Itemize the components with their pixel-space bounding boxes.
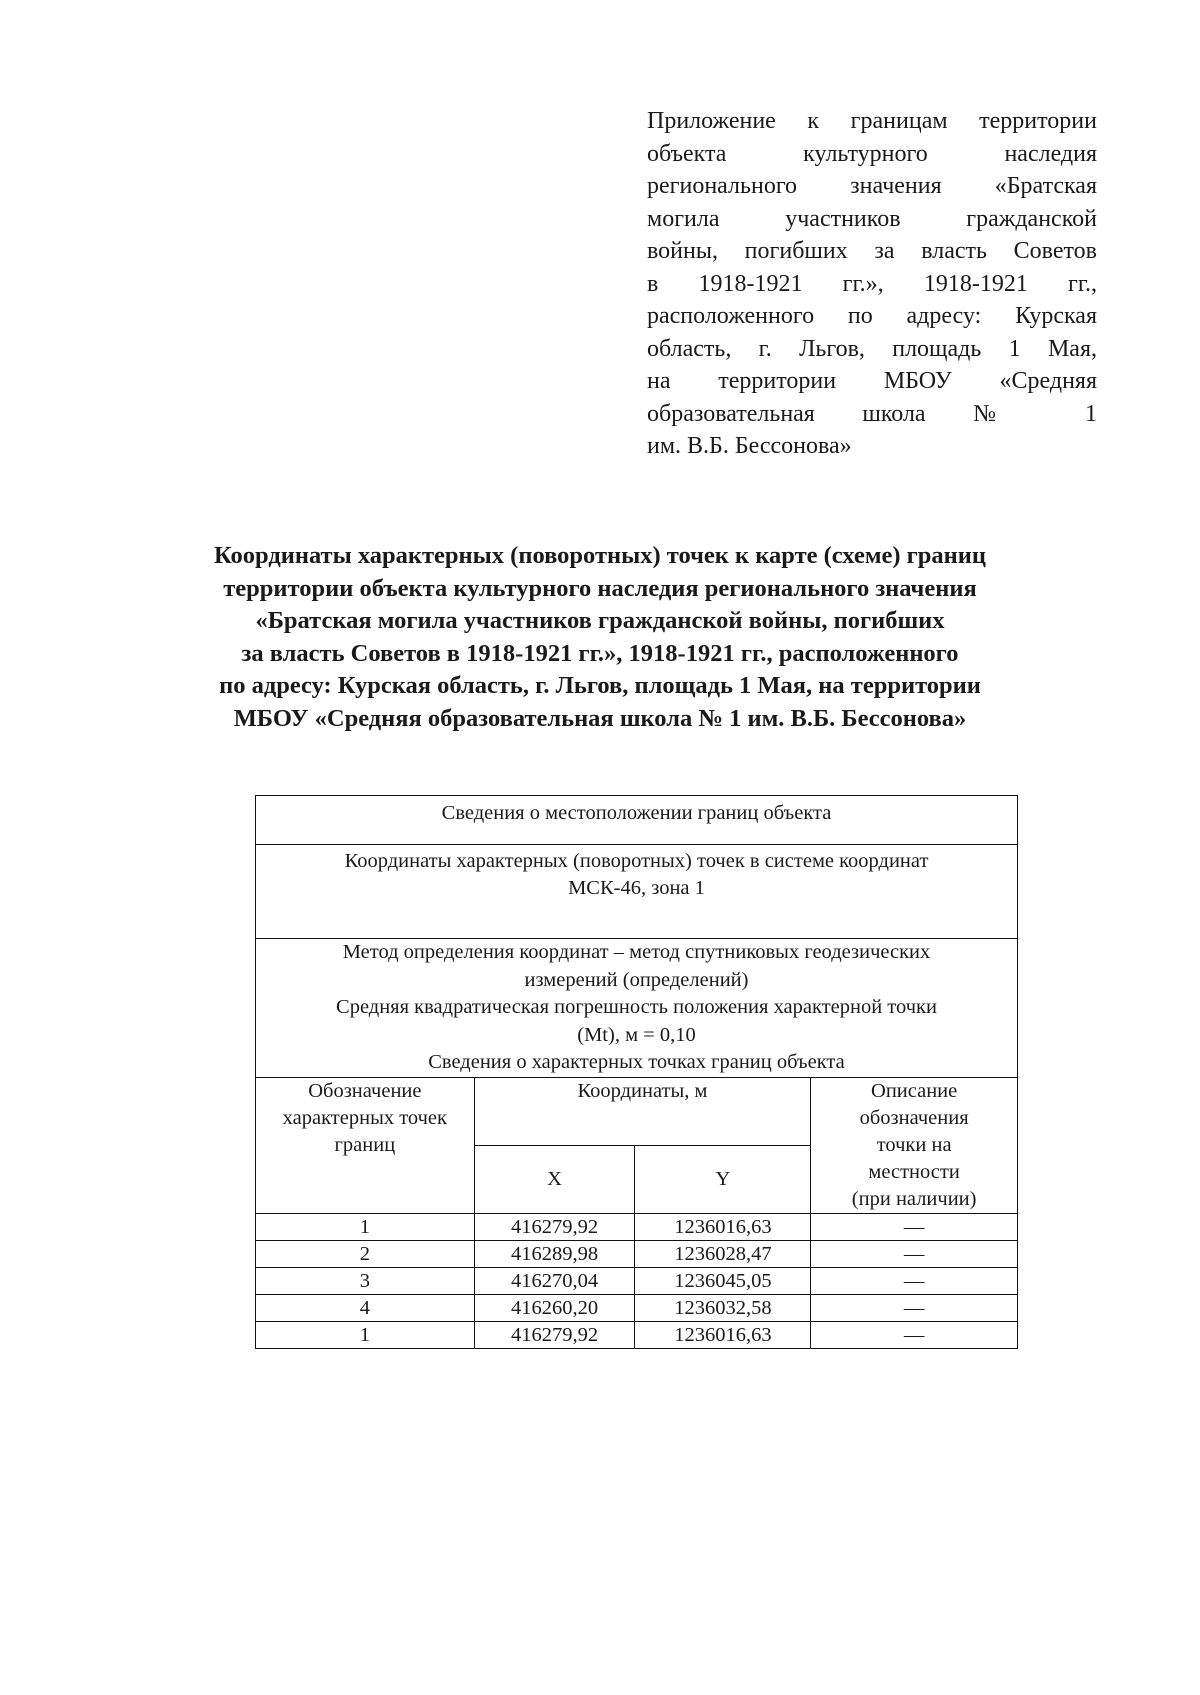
appendix-line: область, г. Льгов, площадь 1 Мая, [647,335,1097,362]
appendix-line: на территории МБОУ «Средняя [647,368,1097,394]
x-header: X [474,1145,635,1213]
designation-header-line: Обозначение [308,1079,422,1102]
y-cell: 1236045,05 [635,1267,811,1294]
appendix-line: в 1918-1921 гг.», 1918-1921 гг., [647,270,1097,297]
method-line: измерений (определений) [524,968,749,991]
description-cell: — [811,1213,1018,1240]
x-cell: 416279,92 [474,1213,635,1240]
appendix-line: регионального значения «Братская [647,173,1097,199]
title-line: территории объекта культурного наследия регионального значения [223,574,977,602]
appendix-note [647,105,1097,463]
designation-header-line: характерных точек [282,1106,447,1129]
description-header-line: точки на [876,1133,952,1156]
description-cell: — [811,1294,1018,1321]
method-cell [256,939,1018,1078]
appendix-line: войны, погибших за власть Советов [647,238,1097,264]
y-cell: 1236016,63 [635,1321,811,1348]
coord-system-cell [256,845,1018,939]
description-header-line: местности [868,1160,960,1183]
point-cell: 2 [256,1240,475,1267]
points-info-line: Сведения о характерных точках границ объекта [428,1051,845,1073]
location-info-cell: Сведения о местоположении границ объекта [256,796,1018,845]
title-line: Координаты характерных (поворотных) точек к карте (схеме) границ [213,542,987,569]
designation-header [256,1077,475,1213]
appendix-line: могила участников гражданской [647,205,1097,232]
point-cell: 3 [256,1267,475,1294]
point-cell: 1 [256,1213,475,1240]
table-row [256,1213,1018,1240]
y-cell: 1236028,47 [635,1240,811,1267]
header-row [256,1077,1018,1145]
coord-system-line: МСК-46, зона 1 [568,877,705,899]
description-cell: — [811,1240,1018,1267]
location-info-row [256,796,1018,845]
title-line: «Братская могила участников гражданской войны, погибших [255,607,945,634]
point-cell: 1 [256,1321,475,1348]
table-row [256,1240,1018,1267]
accuracy-line: Средняя квадратическая погрешность положения характерной точки [336,996,937,1018]
accuracy-line: (Mt), м = 0,10 [577,1023,696,1046]
x-cell: 416289,98 [474,1240,635,1267]
designation-header-line: границ [334,1133,396,1156]
method-line: Метод определения координат – метод спутниковых геодезических [342,941,931,963]
description-header-line: Описание [871,1079,958,1102]
description-header-line: (при наличии) [851,1187,977,1210]
description-cell: — [811,1267,1018,1294]
y-header: Y [635,1145,811,1213]
appendix-line: им. В.Б. Бессонова» [647,433,852,459]
coordinates-table [255,795,1018,1349]
title-line: за власть Советов в 1918-1921 гг.», 1918-1921 гг., расположенного [241,639,959,667]
description-header [811,1077,1018,1213]
point-cell: 4 [256,1294,475,1321]
x-cell: 416270,04 [474,1267,635,1294]
description-header-line: обозначения [859,1106,969,1129]
method-row [256,939,1018,1078]
title-line: по адресу: Курская область, г. Льгов, площадь 1 Мая, на территории [219,672,981,699]
table-row [256,1294,1018,1321]
document-title [150,540,1050,735]
appendix-line: расположенного по адресу: Курская [647,303,1097,329]
y-cell: 1236016,63 [635,1213,811,1240]
x-cell: 416279,92 [474,1321,635,1348]
table-row [256,1321,1018,1348]
coordinates-header: Координаты, м [474,1077,811,1145]
table-row [256,1267,1018,1294]
appendix-line: образовательная школа № 1 [647,400,1097,427]
coord-system-row [256,845,1018,939]
y-cell: 1236032,58 [635,1294,811,1321]
coord-system-line: Координаты характерных (поворотных) точек в системе координат [344,850,929,872]
x-cell: 416260,20 [474,1294,635,1321]
appendix-line: Приложение к границам территории [647,108,1097,134]
coordinates-table-wrapper [255,795,1018,1349]
description-cell: — [811,1321,1018,1348]
title-line: МБОУ «Средняя образовательная школа № 1 им. В.Б. Бессонова» [233,704,967,732]
appendix-line: объекта культурного наследия [647,140,1097,167]
